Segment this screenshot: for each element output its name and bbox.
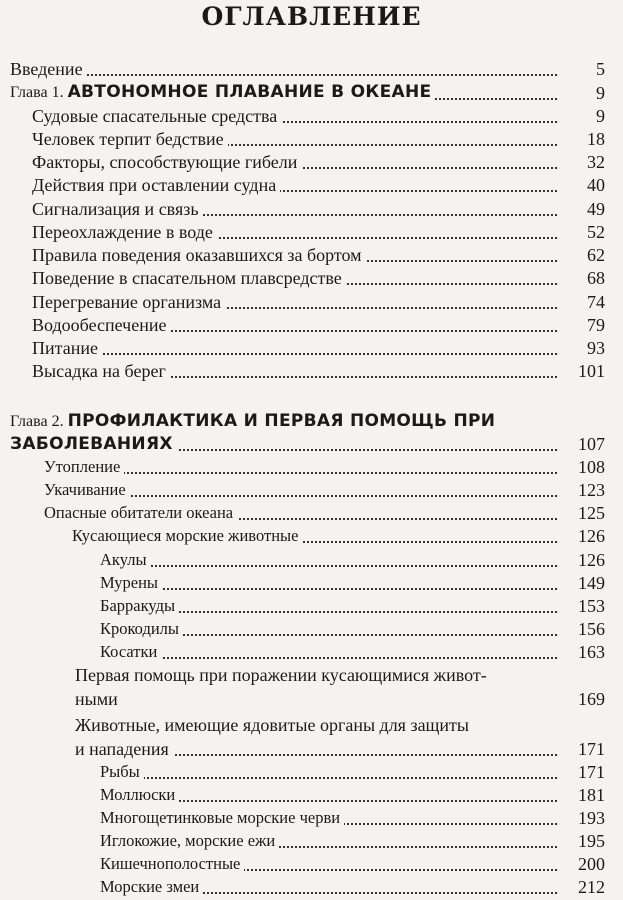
chapter-title-continued: ЗАБОЛЕВАНИЯХ <box>10 434 173 454</box>
toc-page-number: 49 <box>587 199 605 219</box>
toc-entry-intro[interactable] <box>0 57 605 81</box>
toc-entry[interactable] <box>0 478 605 502</box>
toc-entry[interactable] <box>0 806 605 830</box>
toc-entry-label: Питание <box>32 336 102 360</box>
toc-page-number: 149 <box>578 573 605 593</box>
toc-entry[interactable] <box>0 852 605 876</box>
toc-page-number: 93 <box>587 338 605 358</box>
toc-entry[interactable] <box>0 829 605 853</box>
toc-entry-first-aid-line1[interactable]: Первая помощь при поражении кусающимися живот- <box>75 665 487 685</box>
chapter-title: ПРОФИЛАКТИКА И ПЕРВАЯ ПОМОЩЬ ПРИ <box>67 411 496 431</box>
toc-entry-label: и нападения <box>75 737 173 761</box>
toc-page-number: 5 <box>596 59 605 79</box>
toc-entry-label: Водообеспечение <box>32 313 170 337</box>
toc-page-number: 62 <box>587 245 605 265</box>
toc-entry-label: ными <box>75 687 122 711</box>
chapter-prefix: Глава 1. <box>10 84 68 101</box>
toc-page-number: 163 <box>578 642 605 662</box>
toc-entry-label: Перегревание организма <box>32 290 225 314</box>
toc-entry[interactable] <box>0 197 605 221</box>
toc-entry-label: Судовые спасательные средства <box>32 104 281 128</box>
toc-page-number: 181 <box>578 785 605 805</box>
toc-page-number: 32 <box>587 152 605 172</box>
toc-entry-label: Барракуды <box>100 594 179 618</box>
toc-page-number: 171 <box>578 762 605 782</box>
toc-page-number: 79 <box>587 315 605 335</box>
toc-entry[interactable] <box>0 594 605 618</box>
toc-entry[interactable] <box>0 220 605 244</box>
toc-entry[interactable] <box>0 150 605 174</box>
toc-entry[interactable] <box>0 336 605 360</box>
toc-entry[interactable] <box>0 640 605 664</box>
toc-page-number: 126 <box>578 550 605 570</box>
toc-chapter-heading <box>10 79 435 105</box>
toc-page-number: 101 <box>578 361 605 381</box>
toc-entry-venomous[interactable] <box>0 737 605 761</box>
toc-page-number: 108 <box>578 457 605 477</box>
toc-entry-label: Крокодилы <box>100 617 183 641</box>
toc-entry[interactable] <box>0 266 605 290</box>
dot-leader <box>100 586 557 590</box>
toc-page-number: 126 <box>578 526 605 546</box>
toc-entry[interactable] <box>0 501 605 525</box>
dot-leader <box>100 563 557 567</box>
toc-entry[interactable] <box>0 571 605 595</box>
toc-entry-label: Рыбы <box>100 760 144 784</box>
toc-page-number: 40 <box>587 175 605 195</box>
toc-entry[interactable] <box>0 290 605 314</box>
toc-page-number: 193 <box>578 808 605 828</box>
toc-entry-label: Переохлаждение в воде <box>32 220 217 244</box>
toc-entry[interactable] <box>0 127 605 151</box>
chapter-prefix: Глава 2. <box>10 413 68 430</box>
toc-entry-label: Кусающиеся морские животные <box>72 524 302 548</box>
toc-entry-label: Человек терпит бедствие <box>32 127 228 151</box>
toc-entry[interactable] <box>0 455 605 479</box>
dot-leader <box>100 775 557 779</box>
toc-page-number: 52 <box>587 222 605 242</box>
toc-page-number: 200 <box>578 854 605 874</box>
toc-entry-label: Косатки <box>100 640 161 664</box>
toc-entry[interactable] <box>0 783 605 807</box>
toc-chapter-heading <box>10 431 177 456</box>
toc-entry-label: Иглокожие, морские ежи <box>100 829 279 853</box>
toc-entry[interactable] <box>0 313 605 337</box>
toc-page-number: 171 <box>578 739 605 759</box>
toc-entry[interactable] <box>0 243 605 267</box>
toc-chapter-1[interactable] <box>0 81 605 105</box>
toc-page-number: 125 <box>578 503 605 523</box>
toc-page-number: 195 <box>578 831 605 851</box>
toc-page-number: 107 <box>578 434 605 454</box>
toc-entry[interactable] <box>0 173 605 197</box>
toc-page-number: 169 <box>578 689 605 709</box>
toc-entry-label: Утопление <box>44 455 124 479</box>
chapter-title: АВТОНОМНОЕ ПЛАВАНИЕ В ОКЕАНЕ <box>67 82 432 102</box>
toc-entry-label: Многощетинковые морские черви <box>100 806 344 830</box>
toc-page-number: 9 <box>596 106 605 126</box>
page-title: ОГЛАВЛЕНИЕ <box>201 2 422 31</box>
dot-leader <box>10 72 557 76</box>
toc-entry-label: Мурены <box>100 571 162 595</box>
toc-entry[interactable] <box>0 104 605 128</box>
toc-entry[interactable] <box>0 617 605 641</box>
toc-entry-label: Факторы, способствующие гибели <box>32 150 301 174</box>
toc-page-number: 156 <box>578 619 605 639</box>
dot-leader <box>100 655 557 659</box>
toc-page-number: 74 <box>587 292 605 312</box>
toc-entry-label: Сигнализация и связь <box>32 197 203 221</box>
toc-page-number: 68 <box>587 268 605 288</box>
toc-entry-venomous-line1[interactable]: Животные, имеющие ядовитые органы для защиты <box>75 715 470 735</box>
toc-chapter-2[interactable] <box>0 432 605 456</box>
toc-entry-label: Опасные обитатели океана <box>44 501 237 525</box>
toc-page-number: 9 <box>596 83 605 103</box>
toc-page-number: 18 <box>587 129 605 149</box>
toc-entry-label: Укачивание <box>44 478 130 502</box>
toc-entry-label: Поведение в спасательном плавсредстве <box>32 266 346 290</box>
toc-entry[interactable] <box>0 760 605 784</box>
toc-entry-label: Моллюски <box>100 783 179 807</box>
toc-entry-label: Правила поведения оказавшихся за бортом <box>32 243 366 267</box>
toc-entry-label: Действия при оставлении судна <box>32 173 280 197</box>
toc-entry-first-aid[interactable] <box>0 687 605 711</box>
toc-entry[interactable] <box>0 359 605 383</box>
toc-entry[interactable] <box>0 548 605 572</box>
toc-entry-label: Акулы <box>100 548 151 572</box>
toc-entry-label: Высадка на берег <box>32 359 170 383</box>
toc-entry[interactable] <box>0 875 605 899</box>
toc-page-number: 153 <box>578 596 605 616</box>
toc-entry-label: Кишечнополостные <box>100 852 244 876</box>
toc-entry-label: Введение <box>10 57 87 81</box>
toc-page-number: 123 <box>578 480 605 500</box>
dot-leader <box>32 351 557 355</box>
toc-entry-label: Морские змеи <box>100 875 203 899</box>
toc-page-number: 212 <box>578 877 605 897</box>
toc-entry[interactable] <box>0 524 605 548</box>
